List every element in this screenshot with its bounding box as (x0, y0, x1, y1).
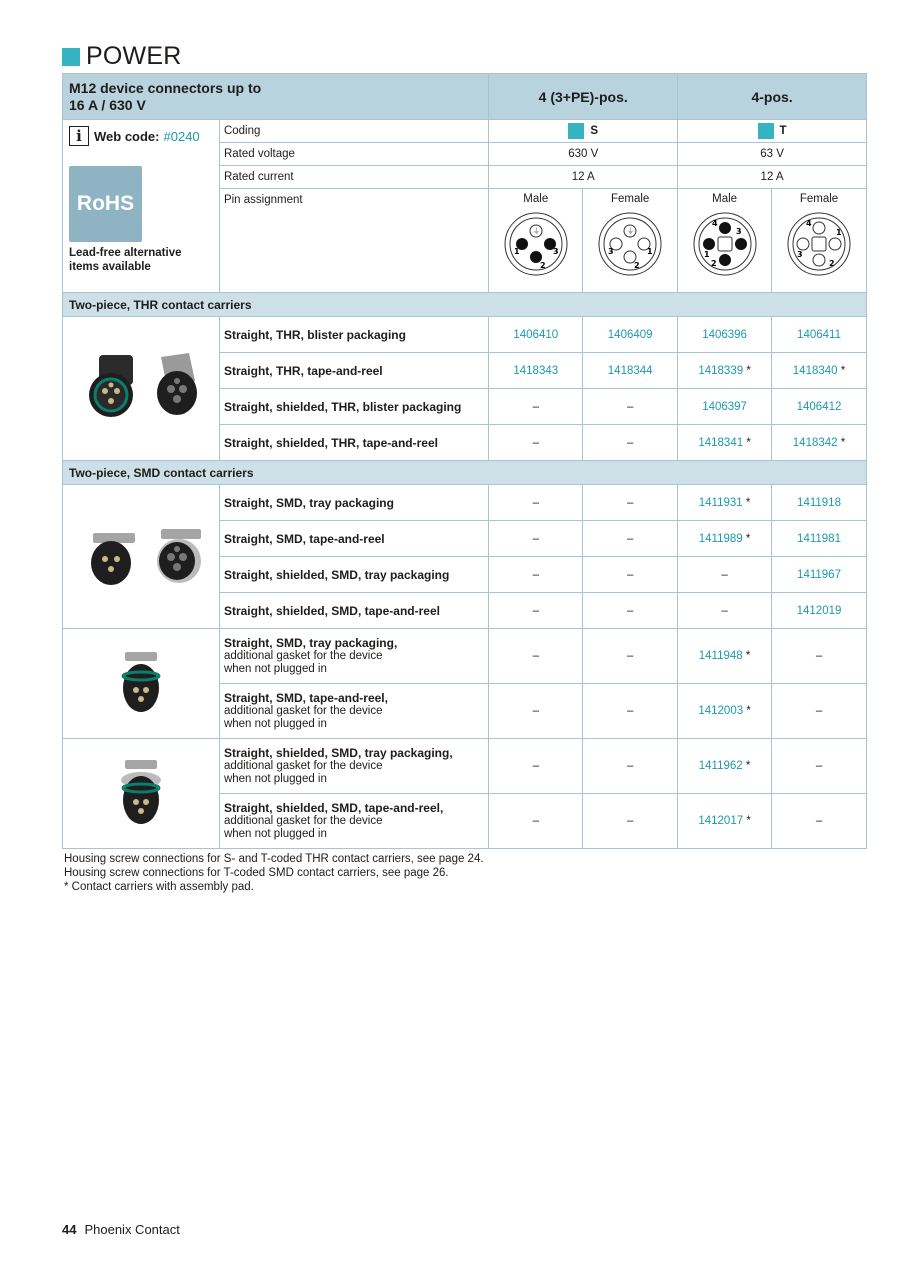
svg-text:1: 1 (513, 247, 520, 256)
connector-smd-gasket-image-icon (101, 642, 181, 722)
order-number: – (583, 794, 678, 849)
row-label-main: Straight, shielded, SMD, tray packaging, (223, 746, 453, 760)
pin-diagram-female-4-3pe-icon (597, 211, 663, 277)
web-code-link[interactable]: #0240 (163, 128, 200, 144)
product-image-smd-gasket (63, 629, 220, 739)
order-number: – (583, 739, 678, 794)
row-label-main: Straight, shielded, SMD, tape-and-reel, (223, 801, 444, 815)
table-row (63, 485, 867, 521)
section-smd: Two-piece, SMD contact carriers (63, 461, 867, 485)
coding-label: Coding (219, 120, 488, 143)
web-code (69, 126, 213, 146)
row-label (219, 794, 488, 849)
svg-text:3: 3 (608, 247, 614, 256)
pin-col-label: Male (712, 193, 738, 205)
order-number[interactable]: 1411967 (772, 557, 867, 593)
footnotes (64, 852, 484, 894)
order-number: – (772, 794, 867, 849)
order-number[interactable]: 1411962 * (678, 739, 772, 794)
svg-text:4: 4 (806, 219, 812, 228)
connector-smd-image-icon (71, 515, 211, 595)
order-number[interactable]: 1406409 (583, 317, 678, 353)
order-number[interactable]: 1418342 * (772, 425, 867, 461)
svg-text:3: 3 (797, 250, 803, 259)
footnote: Housing screw connections for T-coded SMD contact carriers, see page 26. (64, 867, 449, 879)
row-label: Straight, THR, tape-and-reel (219, 353, 488, 389)
order-number: – (583, 485, 678, 521)
coding-b (678, 120, 867, 143)
order-number[interactable]: 1418343 (489, 353, 583, 389)
svg-text:⏚: ⏚ (532, 227, 540, 235)
order-number[interactable]: 1411931 * (678, 485, 772, 521)
row-label-sub: additional gasket for the device (223, 815, 383, 827)
table-title-line2: 16 A / 630 V (69, 96, 146, 113)
row-label-sub: when not plugged in (223, 828, 327, 840)
order-number: – (583, 557, 678, 593)
assembly-pad-marker: * (746, 705, 751, 717)
order-number[interactable]: 1411981 (772, 521, 867, 557)
order-number[interactable]: 1406396 (678, 317, 772, 353)
order-number[interactable]: 1406397 (678, 389, 772, 425)
row-label-sub: when not plugged in (223, 718, 327, 730)
pin-col-label: Female (799, 193, 839, 205)
svg-text:2: 2 (829, 259, 835, 268)
order-number[interactable]: 1406410 (489, 317, 583, 353)
table-row (63, 739, 867, 794)
pin-diagram-female-4-pos-icon (786, 211, 852, 277)
order-number: – (583, 521, 678, 557)
product-table (62, 73, 867, 849)
order-number: – (678, 557, 772, 593)
order-number: – (489, 593, 583, 629)
assembly-pad-marker: * (745, 650, 751, 662)
order-number: – (489, 389, 583, 425)
row-label: Straight, shielded, THR, blister packaging (219, 389, 488, 425)
company-name: Phoenix Contact (84, 1222, 180, 1237)
section-marker-icon (62, 48, 80, 66)
pin-female-b (772, 189, 867, 293)
assembly-pad-marker: * (746, 815, 751, 827)
product-image-smd-shielded-gasket (63, 739, 220, 849)
row-label-sub: additional gasket for the device (223, 650, 383, 662)
order-number[interactable]: 1412017 * (678, 794, 772, 849)
row-label (219, 739, 488, 794)
order-number[interactable]: 1418341 * (678, 425, 772, 461)
assembly-pad-marker: * (746, 436, 751, 449)
leadfree-line1: Lead-free alternative (69, 247, 182, 259)
pin-diagram-male-4-pos-icon (692, 211, 758, 277)
table-row (63, 629, 867, 684)
voltage-a: 630 V (489, 143, 678, 166)
current-label: Rated current (219, 166, 488, 189)
voltage-b: 63 V (678, 143, 867, 166)
row-label-sub: when not plugged in (223, 773, 327, 785)
order-number[interactable]: 1406412 (772, 389, 867, 425)
info-icon: i (69, 126, 89, 146)
current-b: 12 A (678, 166, 867, 189)
table-title-line1: M12 device connectors up to (69, 79, 262, 96)
svg-text:1: 1 (703, 250, 710, 259)
order-number: – (489, 485, 583, 521)
section-title: POWER (86, 42, 182, 70)
coding-t-marker-icon (758, 123, 774, 139)
row-label-sub: additional gasket for the device (223, 760, 383, 772)
section-header (62, 42, 181, 71)
order-number: – (583, 593, 678, 629)
order-number: – (772, 739, 867, 794)
row-label-sub: additional gasket for the device (223, 705, 383, 717)
order-number: – (678, 593, 772, 629)
order-number[interactable]: 1406411 (772, 317, 867, 353)
order-number: – (489, 521, 583, 557)
product-image-smd (63, 485, 220, 629)
row-label: Straight, THR, blister packaging (219, 317, 488, 353)
svg-text:4: 4 (711, 219, 718, 228)
table-row (63, 317, 867, 353)
rohs-label: RoHS (76, 192, 135, 215)
order-number: – (583, 425, 678, 461)
row-label: Straight, SMD, tape-and-reel (219, 521, 488, 557)
connector-smd-shielded-gasket-image-icon (101, 752, 181, 832)
order-number[interactable]: 1411948 * (678, 629, 772, 684)
order-number: – (489, 629, 583, 684)
assembly-pad-marker: * (746, 364, 751, 377)
row-label-sub: when not plugged in (223, 663, 327, 675)
svg-text:1: 1 (836, 228, 842, 237)
page-footer (62, 1222, 180, 1237)
order-number[interactable]: 1411918 (772, 485, 867, 521)
coding-a-value: S (590, 125, 599, 137)
svg-text:3: 3 (552, 247, 559, 256)
footnote: Housing screw connections for S- and T-coded THR contact carriers, see page 24. (64, 853, 484, 865)
order-number: – (583, 629, 678, 684)
column-header-4-3pe: 4 (3+PE)-pos. (489, 74, 678, 120)
svg-text:3: 3 (735, 227, 742, 236)
order-number: – (772, 684, 867, 739)
pin-female-a (583, 189, 678, 293)
row-label (219, 684, 488, 739)
coding-a (489, 120, 678, 143)
pin-diagram-male-4-3pe-icon (503, 211, 569, 277)
pin-male-a (489, 189, 583, 293)
voltage-label: Rated voltage (219, 143, 488, 166)
row-label: Straight, shielded, SMD, tray packaging (219, 557, 488, 593)
order-number: – (489, 794, 583, 849)
web-code-label: Web code: (94, 128, 160, 144)
order-number: – (489, 557, 583, 593)
pin-assignment-label: Pin assignment (219, 189, 488, 293)
pin-col-label: Female (610, 193, 650, 205)
order-number[interactable]: 1412003 * (678, 684, 772, 739)
order-number: – (489, 425, 583, 461)
assembly-pad-marker: * (840, 364, 846, 377)
order-number: – (772, 629, 867, 684)
info-panel (63, 120, 220, 293)
svg-text:⏚: ⏚ (627, 227, 635, 235)
footnote: * Contact carriers with assembly pad. (64, 881, 254, 893)
order-number: – (583, 389, 678, 425)
order-number[interactable]: 1418344 (583, 353, 678, 389)
row-label: Straight, shielded, SMD, tape-and-reel (219, 593, 488, 629)
order-number: – (489, 739, 583, 794)
order-number[interactable]: 1418339 * (678, 353, 772, 389)
connector-thr-image-icon (71, 347, 211, 427)
row-label-main: Straight, SMD, tray packaging, (223, 636, 398, 650)
coding-b-value: T (779, 125, 787, 137)
svg-text:2: 2 (634, 261, 640, 270)
section-thr: Two-piece, THR contact carriers (63, 293, 867, 317)
table-title (63, 74, 489, 120)
rohs-logo (69, 166, 142, 242)
pin-col-label: Male (523, 193, 549, 205)
order-number[interactable]: 1412019 (772, 593, 867, 629)
row-label: Straight, SMD, tray packaging (219, 485, 488, 521)
leadfree-line2: items available (69, 261, 151, 273)
row-label (219, 629, 488, 684)
svg-text:2: 2 (539, 261, 546, 270)
row-label-main: Straight, SMD, tape-and-reel, (223, 691, 388, 705)
order-number[interactable]: 1418340 * (772, 353, 867, 389)
coding-s-marker-icon (568, 123, 584, 139)
order-number[interactable]: 1411989 * (678, 521, 772, 557)
pin-male-b (678, 189, 772, 293)
svg-text:2: 2 (710, 259, 717, 268)
product-image-thr (63, 317, 220, 461)
page-number: 44 (62, 1222, 77, 1237)
assembly-pad-marker: * (745, 532, 751, 545)
current-a: 12 A (489, 166, 678, 189)
assembly-pad-marker: * (745, 496, 751, 509)
assembly-pad-marker: * (840, 436, 846, 449)
column-header-4-pos: 4-pos. (678, 74, 867, 120)
svg-text:1: 1 (647, 247, 653, 256)
order-number: – (583, 684, 678, 739)
leadfree-note (69, 246, 213, 274)
order-number: – (489, 684, 583, 739)
assembly-pad-marker: * (745, 760, 751, 772)
row-label: Straight, shielded, THR, tape-and-reel (219, 425, 488, 461)
